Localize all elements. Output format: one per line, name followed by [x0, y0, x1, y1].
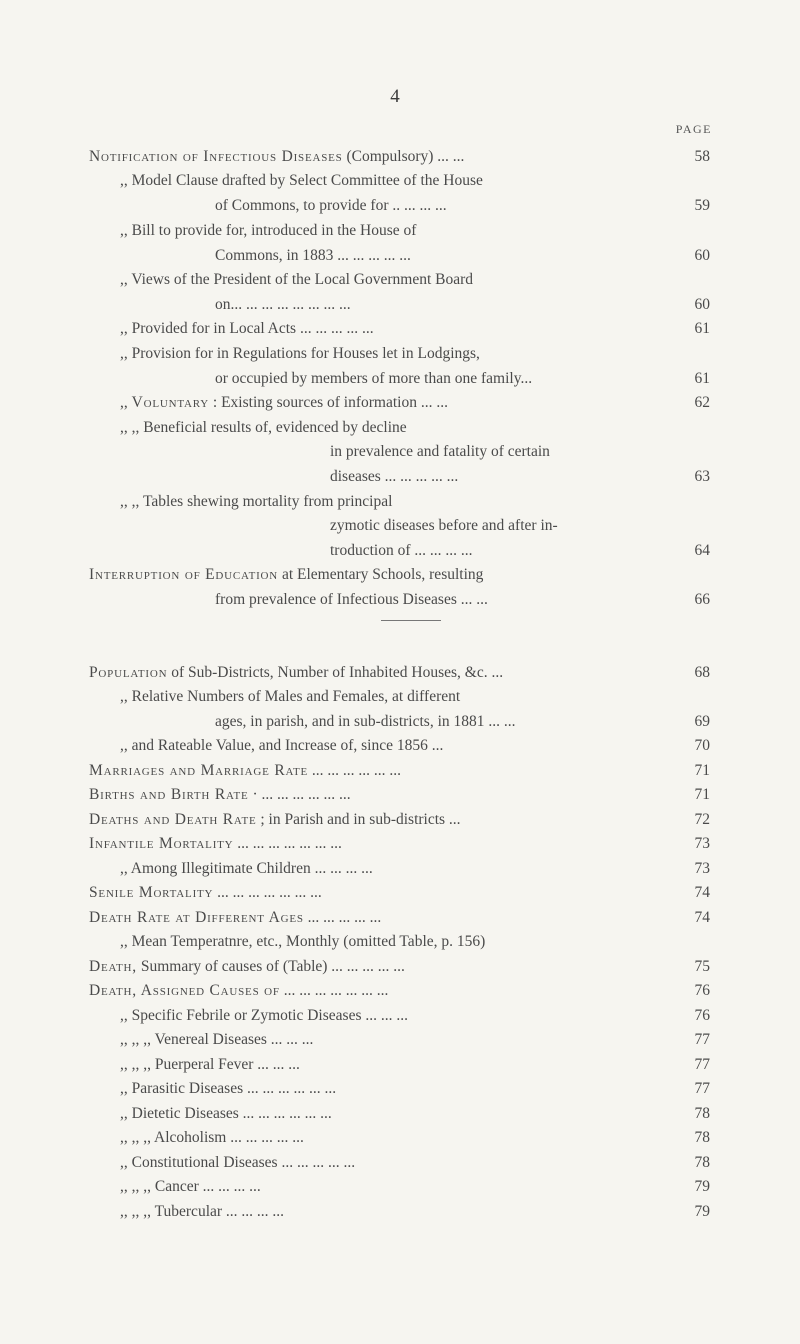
- index-entry: [0, 493, 800, 517]
- entry-page-number: 79: [694, 1203, 710, 1220]
- entry-page-number: 69: [694, 713, 710, 730]
- index-entry: [0, 835, 800, 859]
- index-entry: [0, 664, 800, 688]
- section-divider: [381, 620, 441, 621]
- index-entry: [0, 811, 800, 835]
- index-entry: [0, 542, 800, 566]
- entry-text: Commons, in 1883 ... ... ... ... ...: [215, 247, 411, 264]
- entry-page-number: 60: [694, 296, 710, 313]
- entry-text: ,, ,, ,, Puerperal Fever ... ... ...: [120, 1056, 300, 1073]
- index-entry: [0, 1007, 800, 1031]
- entry-page-number: 64: [694, 542, 710, 559]
- entry-page-number: 74: [694, 884, 710, 901]
- entry-text: ,, ,, Beneficial results of, evidenced by decline: [120, 419, 407, 436]
- index-entry: [0, 1129, 800, 1153]
- entry-text: Senile Mortality ... ... ... ... ... ... ...: [89, 884, 322, 901]
- index-entry: [0, 468, 800, 492]
- entry-page-number: 78: [694, 1154, 710, 1171]
- index-entry: [0, 370, 800, 394]
- entry-page-number: 61: [694, 370, 710, 387]
- entry-text: troduction of ... ... ... ...: [330, 542, 473, 559]
- index-entry: [0, 1031, 800, 1055]
- entry-page-number: 77: [694, 1031, 710, 1048]
- index-entry: [0, 345, 800, 369]
- index-entry: [0, 591, 800, 615]
- entry-text: Population of Sub-Districts, Number of Inhabited Houses, &c. ...: [89, 664, 504, 681]
- entry-text: ,, Voluntary : Existing sources of information ... ...: [120, 394, 448, 411]
- index-entry: [0, 909, 800, 933]
- index-entry: [0, 1203, 800, 1227]
- index-entry: [0, 271, 800, 295]
- entry-text: of Commons, to provide for .. ... ... ...: [215, 197, 447, 214]
- entry-text: Notification of Infectious Diseases (Compulsory) ... ...: [89, 148, 465, 165]
- entry-page-number: 59: [694, 197, 710, 214]
- entry-text: Death, Summary of causes of (Table) ... ... ... ... ...: [89, 958, 405, 975]
- index-entry: [0, 860, 800, 884]
- entry-page-number: 79: [694, 1178, 710, 1195]
- entry-page-number: 77: [694, 1080, 710, 1097]
- entry-text: or occupied by members of more than one family...: [215, 370, 533, 387]
- entry-text: ,, ,, ,, Cancer ... ... ... ...: [120, 1178, 261, 1195]
- entry-page-number: 72: [694, 811, 710, 828]
- index-entry: [0, 1154, 800, 1178]
- entry-text: in prevalence and fatality of certain: [330, 443, 550, 460]
- entry-text: Deaths and Death Rate ; in Parish and in sub-districts ...: [89, 811, 461, 828]
- entry-page-number: 76: [694, 1007, 710, 1024]
- entry-text: ,, Provision for in Regulations for Houses let in Lodgings,: [120, 345, 480, 362]
- index-entry: [0, 1056, 800, 1080]
- entry-text: ,, ,, Tables shewing mortality from principal: [120, 493, 393, 510]
- index-entry: [0, 517, 800, 541]
- entry-page-number: 61: [694, 320, 710, 337]
- entry-page-number: 62: [694, 394, 710, 411]
- entry-page-number: 77: [694, 1056, 710, 1073]
- entry-text: Death, Assigned Causes of ... ... ... ... ... ... ...: [89, 982, 389, 999]
- entry-page-number: 73: [694, 860, 710, 877]
- entry-page-number: 60: [694, 247, 710, 264]
- entry-text: Death Rate at Different Ages ... ... ... ... ...: [89, 909, 382, 926]
- entry-page-number: 63: [694, 468, 710, 485]
- index-entry: [0, 222, 800, 246]
- entry-page-number: 73: [694, 835, 710, 852]
- index-entry: [0, 1105, 800, 1129]
- entry-text: Infantile Mortality ... ... ... ... ... ... ...: [89, 835, 342, 852]
- entry-page-number: 70: [694, 737, 710, 754]
- entry-text: ,, Among Illegitimate Children ... ... ... ...: [120, 860, 373, 877]
- entry-text: ,, ,, ,, Alcoholism ... ... ... ... ...: [120, 1129, 304, 1146]
- entry-text: ,, Provided for in Local Acts ... ... ... ... ...: [120, 320, 374, 337]
- page-column-header: PAGE: [675, 122, 712, 136]
- entry-page-number: 66: [694, 591, 710, 608]
- entry-text: diseases ... ... ... ... ...: [330, 468, 459, 485]
- index-entry: [0, 197, 800, 221]
- entry-text: from prevalence of Infectious Diseases ... ...: [215, 591, 488, 608]
- entry-text: ,, Views of the President of the Local Government Board: [120, 271, 474, 288]
- entry-text: ,, Parasitic Diseases ... ... ... ... ... ...: [120, 1080, 337, 1097]
- index-entry: [0, 419, 800, 443]
- entry-text: ,, Bill to provide for, introduced in the House of: [120, 222, 417, 239]
- index-entry: [0, 762, 800, 786]
- entry-text: ages, in parish, and in sub-districts, in 1881 ... ...: [215, 713, 516, 730]
- entry-page-number: 78: [694, 1129, 710, 1146]
- index-entry: [0, 786, 800, 810]
- entry-page-number: 71: [694, 762, 710, 779]
- entry-text: ,, ,, ,, Tubercular ... ... ... ...: [120, 1203, 285, 1220]
- index-entry: [0, 737, 800, 761]
- entry-text: Interruption of Education at Elementary Schools, resulting: [89, 566, 484, 583]
- entry-text: ,, and Rateable Value, and Increase of, since 1856 ...: [120, 737, 444, 754]
- entry-text: zymotic diseases before and after in-: [330, 517, 558, 534]
- entry-text: Marriages and Marriage Rate ... ... ... ... ... ...: [89, 762, 402, 779]
- index-entry: [0, 958, 800, 982]
- index-entry: [0, 172, 800, 196]
- index-entry: [0, 394, 800, 418]
- index-entry: [0, 443, 800, 467]
- index-entry: [0, 148, 800, 172]
- index-entry: [0, 1178, 800, 1202]
- index-entry: [0, 566, 800, 590]
- entry-page-number: 76: [694, 982, 710, 999]
- index-entry: [0, 320, 800, 344]
- index-entry: [0, 713, 800, 737]
- entry-text: ,, ,, ,, Venereal Diseases ... ... ...: [120, 1031, 314, 1048]
- entry-text: ,, Dietetic Diseases ... ... ... ... ... ...: [120, 1105, 332, 1122]
- entry-page-number: 74: [694, 909, 710, 926]
- index-entry: [0, 247, 800, 271]
- index-entry: [0, 688, 800, 712]
- entry-page-number: 71: [694, 786, 710, 803]
- page-number: 4: [390, 86, 400, 107]
- entry-text: on... ... ... ... ... ... ... ...: [215, 296, 351, 313]
- entry-text: ,, Model Clause drafted by Select Committee of the House: [120, 172, 483, 189]
- index-entry: [0, 884, 800, 908]
- entry-page-number: 75: [694, 958, 710, 975]
- entry-text: Births and Birth Rate · ... ... ... ... ... ...: [89, 786, 351, 803]
- index-entry: [0, 933, 800, 957]
- entry-page-number: 58: [694, 148, 710, 165]
- index-entry: [0, 1080, 800, 1104]
- index-entry: [0, 296, 800, 320]
- entry-text: ,, Mean Temperatnre, etc., Monthly (omitted Table, p. 156): [120, 933, 486, 950]
- entry-text: ,, Specific Febrile or Zymotic Diseases ... ... ...: [120, 1007, 408, 1024]
- entry-text: ,, Constitutional Diseases ... ... ... ... ...: [120, 1154, 356, 1171]
- entry-page-number: 68: [694, 664, 710, 681]
- entry-text: ,, Relative Numbers of Males and Females, at different: [120, 688, 461, 705]
- entry-page-number: 78: [694, 1105, 710, 1122]
- index-entry: [0, 982, 800, 1006]
